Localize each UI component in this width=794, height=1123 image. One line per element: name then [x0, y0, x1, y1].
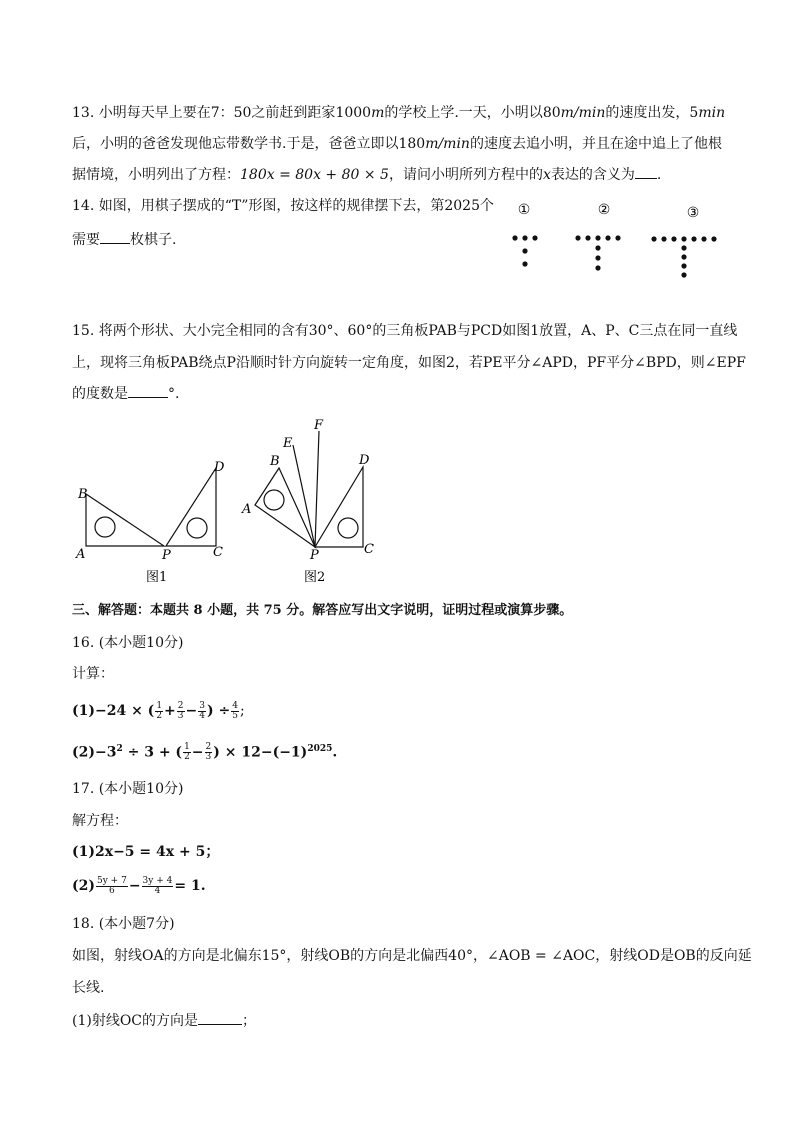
chess-piece: [701, 236, 706, 241]
ray-pf: [315, 431, 319, 547]
point-label-d: D: [214, 460, 225, 475]
figure-1-triangles: [70, 455, 235, 590]
point-label-c: C: [213, 545, 223, 560]
q17-header: 17. (本小题10分): [72, 781, 184, 797]
q13-line2: 后，小明的爸爸发现他忘带数学书.于是，爸爸立即以180m/min的速度去追小明，并且在途中追上了他根: [72, 136, 722, 152]
chess-piece: [512, 235, 517, 240]
chess-piece: [671, 236, 676, 241]
chess-piece: [681, 263, 686, 268]
point-label-c: C: [364, 542, 374, 557]
chess-piece: [595, 245, 600, 250]
q18-line1: 如图，射线OA的方向是北偏东15°，射线OB的方向是北偏西40°，∠AOB = ∠AOC，射线OD是OB的反向延: [72, 948, 752, 964]
chess-piece: [681, 272, 686, 277]
q13-line3: 据情境，小明列出了方程：180x = 80x + 80 × 5，请问小明所列方程中的x表达的含义为 .: [72, 167, 662, 183]
q14-line2: 需要 枚棋子.: [72, 232, 177, 248]
chess-piece: [651, 236, 656, 241]
q15-line1: 15. 将两个形状、大小完全相同的含有30°、60°的三角板PAB与PCD如图1放置，A、P、C三点在同一直线: [72, 323, 738, 339]
chess-piece: [615, 235, 620, 240]
chess-piece: [522, 235, 527, 240]
q17-intro: 解方程：: [72, 813, 128, 829]
chess-piece: [522, 248, 527, 253]
point-label-a: A: [76, 547, 86, 562]
figure-2-caption: 图2: [304, 570, 326, 585]
chess-piece: [585, 235, 590, 240]
figure-1-caption: 图1: [146, 570, 168, 585]
q16-header: 16. (本小题10分): [72, 635, 184, 651]
q16-part1: (1)−24 × ( $\frac{1}{2}$ + $\frac{2}{3}$ − $\frac{3}{4}$ ) ÷ $\frac{4}{5}$ ;: [72, 700, 245, 721]
t-figure-3: [651, 236, 716, 277]
answer-blank[interactable]: [635, 165, 657, 179]
chess-piece: [711, 236, 716, 241]
figure-2-rotated: [238, 415, 388, 590]
q17-part2: (2) $\frac{5y + 7}{6}$ − $\frac{3y + 4}{4}$ = 1.: [72, 875, 206, 896]
answer-blank[interactable]: [100, 230, 130, 244]
chess-piece: [522, 261, 527, 266]
figure-label-3: ③: [686, 205, 700, 221]
q14-line1: 14. 如图，用棋子摆成的“T”形图，按这样的规律摆下去，第2025个: [72, 198, 494, 214]
chess-piece: [595, 265, 600, 270]
point-label-p: P: [310, 548, 319, 563]
figure-label-2: ②: [597, 202, 611, 218]
q16-part2: $(2)-3^2 \div 3$ + ( $\frac{1}{2}$ − $\frac{2}{3}$ ) × $12-(-1)^{2025}$.: [72, 742, 338, 763]
point-label-p: P: [162, 548, 171, 563]
chess-piece: [605, 235, 610, 240]
q15-line3: 的度数是 °.: [72, 386, 180, 402]
chess-piece: [681, 245, 686, 250]
triangle-pcd: [166, 468, 216, 546]
q18-line3: (1)射线OC的方向是 ；: [72, 1013, 257, 1029]
chess-piece: [661, 236, 666, 241]
chess-piece: [595, 235, 600, 240]
answer-blank[interactable]: [128, 384, 168, 398]
ray-pe: [293, 445, 315, 547]
chess-piece: [575, 235, 580, 240]
point-label-a: A: [242, 502, 252, 517]
triangle-hole: [95, 517, 115, 537]
triangle-hole: [187, 518, 207, 538]
q18-line2: 长线.: [72, 980, 105, 996]
point-label-f: F: [314, 418, 324, 433]
point-label-e: E: [283, 436, 293, 451]
q18-header: 18. (本小题7分): [72, 916, 175, 932]
chess-piece: [532, 235, 537, 240]
point-label-b: B: [270, 454, 280, 469]
chess-piece: [681, 254, 686, 259]
section-3-heading: 三、解答题：本题共 8 小题，共 75 分。解答应写出文字说明，证明过程或演算步骤。: [72, 603, 573, 618]
point-label-b: B: [78, 487, 88, 502]
t-figure-2: [575, 235, 620, 270]
figure-label-1: ①: [517, 202, 531, 218]
chess-piece: [681, 236, 686, 241]
q13-line1: 13. 小明每天早上要在7：50之前赶到距家1000m的学校上学.一天，小明以80m/min的速度出发，5min: [72, 105, 726, 121]
chess-piece: [691, 236, 696, 241]
triangle-hole: [264, 490, 284, 510]
t-shape-figure: [500, 195, 740, 290]
triangle-hole: [338, 518, 358, 538]
chess-piece: [595, 255, 600, 260]
q16-intro: 计算：: [72, 666, 114, 682]
t-figure-1: [512, 235, 537, 266]
answer-blank[interactable]: [198, 1011, 242, 1025]
point-label-d: D: [359, 453, 370, 468]
q13-equation: 180x = 80x + 80 × 5: [240, 167, 389, 183]
q15-line2: 上，现将三角板PAB绕点P沿顺时针方向旋转一定角度，如图2，若PE平分∠APD，PF平分∠BPD，则∠EPF: [72, 355, 746, 371]
q17-part1: (1)2x−5 = 4x + 5；: [72, 844, 220, 860]
